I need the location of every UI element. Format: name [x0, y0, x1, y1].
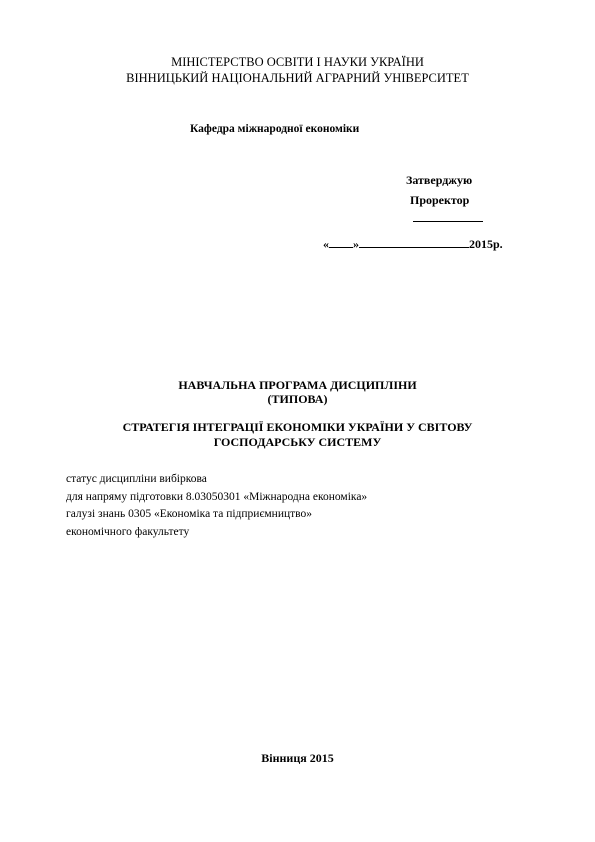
date-month-blank [359, 236, 469, 248]
signature-line [413, 221, 483, 222]
faculty-name: економічного факультету [66, 525, 190, 538]
discipline-title-line2: ГОСПОДАРСЬКУ СИСТЕМУ [213, 435, 382, 449]
city-year: Вінниця 2015 [261, 751, 334, 765]
discipline-status: статус дисципліни вибіркова [66, 473, 207, 485]
approval-date [323, 236, 503, 252]
date-day-blank [329, 236, 353, 248]
approve-label: Затверджую [406, 173, 473, 187]
field-of-knowledge: галузі знань 0305 «Економіка та підприємництво» [66, 508, 313, 520]
department-name: Кафедра міжнародної економіки [190, 123, 360, 135]
training-direction: для напряму підготовки 8.03050301 «Міжнародна економіка» [66, 490, 368, 503]
approval-block [406, 170, 472, 210]
discipline-title [0, 420, 595, 450]
ministry-name: МІНІСТЕРСТВО ОСВІТИ І НАУКИ УКРАЇНИ [171, 55, 424, 69]
date-close-quote: » [353, 237, 359, 251]
university-name: ВІННИЦЬКИЙ НАЦІОНАЛЬНИЙ АГРАРНИЙ УНІВЕРСИТЕТ [126, 71, 469, 85]
program-title [0, 378, 595, 406]
program-title-line1: НАВЧАЛЬНА ПРОГРАМА ДИСЦИПЛІНИ [178, 378, 417, 392]
date-open-quote: « [323, 237, 329, 251]
discipline-title-line1: СТРАТЕГІЯ ІНТЕГРАЦІЇ ЕКОНОМІКИ УКРАЇНИ У СВІТОВУ [122, 420, 473, 434]
header-block [0, 54, 595, 86]
position-label: Проректор [410, 193, 470, 207]
date-year: 2015р. [469, 237, 503, 251]
program-title-line2: (ТИПОВА) [267, 392, 328, 406]
discipline-details [66, 471, 367, 541]
